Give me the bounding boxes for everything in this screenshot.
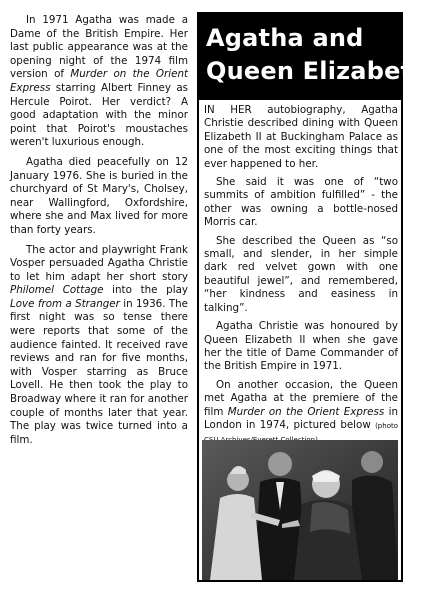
- play-title: Love from a Stranger: [10, 297, 120, 310]
- article-paragraph-4: Agatha Christie was honoured by Queen Elizabeth II when she gave her the title of Dame Commander of the British Empire in 1971.: [204, 320, 398, 373]
- left-paragraph-2: Agatha died peacefully on 12 January 1976. She is buried in the churchyard of St Mary's, Cholsey, near Wallingford, Oxfordshire, where she and Max lived for more than forty years.: [10, 155, 188, 236]
- article-heading: [199, 14, 430, 100]
- premiere-photo-illustration: [202, 440, 398, 580]
- heading-line-1: Agatha and: [206, 24, 364, 52]
- article-paragraph-2: She said it was one of “two summits of ambition fulfilled” - the other was owning a bottle-nosed Morris car.: [204, 176, 398, 229]
- article-body: [204, 104, 398, 453]
- film-title: Murder on the Orient Express: [227, 405, 385, 418]
- article-paragraph-3: She described the Queen as “so small, and slender, in her simple dark red velvet gown with one beautiful jewel”, and remembered, “her kindness and easiness in talking”.: [204, 234, 398, 314]
- article-paragraph-1: IN HER autobiography, Agatha Christie described dining with Queen Elizabeth II at Buckingham Palace as one of the most exciting things that ever happened to her.: [204, 104, 398, 170]
- article-box: [197, 12, 430, 582]
- photo-credit: (photo: [375, 421, 398, 430]
- heading-line-2: Queen Elizabeth: [206, 57, 430, 85]
- story-title: Philomel Cottage: [10, 284, 104, 297]
- article-paragraph-5: On another occasion, the Queen met Agatha at the premiere of the film Murder on the Orient Express in London in 1974, pictured below (photo: [204, 379, 398, 448]
- left-paragraph-1: In 1971 Agatha was made a Dame of the British Empire. Her last public appearance was at the opening night of the 1974 film version of Murder on the Orient Express starring Albert Finney as Hercule Poirot. Her verdict? A good adaptation with the minor point that Poirot's moustaches weren't luxurious enough.: [10, 14, 189, 149]
- left-paragraph-3: The actor and playwright Frank Vosper persuaded Agatha Christie to let him adapt her short story Philomel Cottage into the play Love from a Stranger in 1936. The first night was so tense there were reports that some of the audience fainted. It received rave reviews and ran for five months, with Vosper starring as Bruce Lovell. He then took the play to Broadway where it ran for another couple of months later that year. The play was twice turned into a film.: [10, 243, 188, 446]
- premiere-photo: [202, 440, 398, 580]
- film-title: Murder on the Orient Express: [10, 68, 189, 94]
- left-column: [10, 14, 188, 447]
